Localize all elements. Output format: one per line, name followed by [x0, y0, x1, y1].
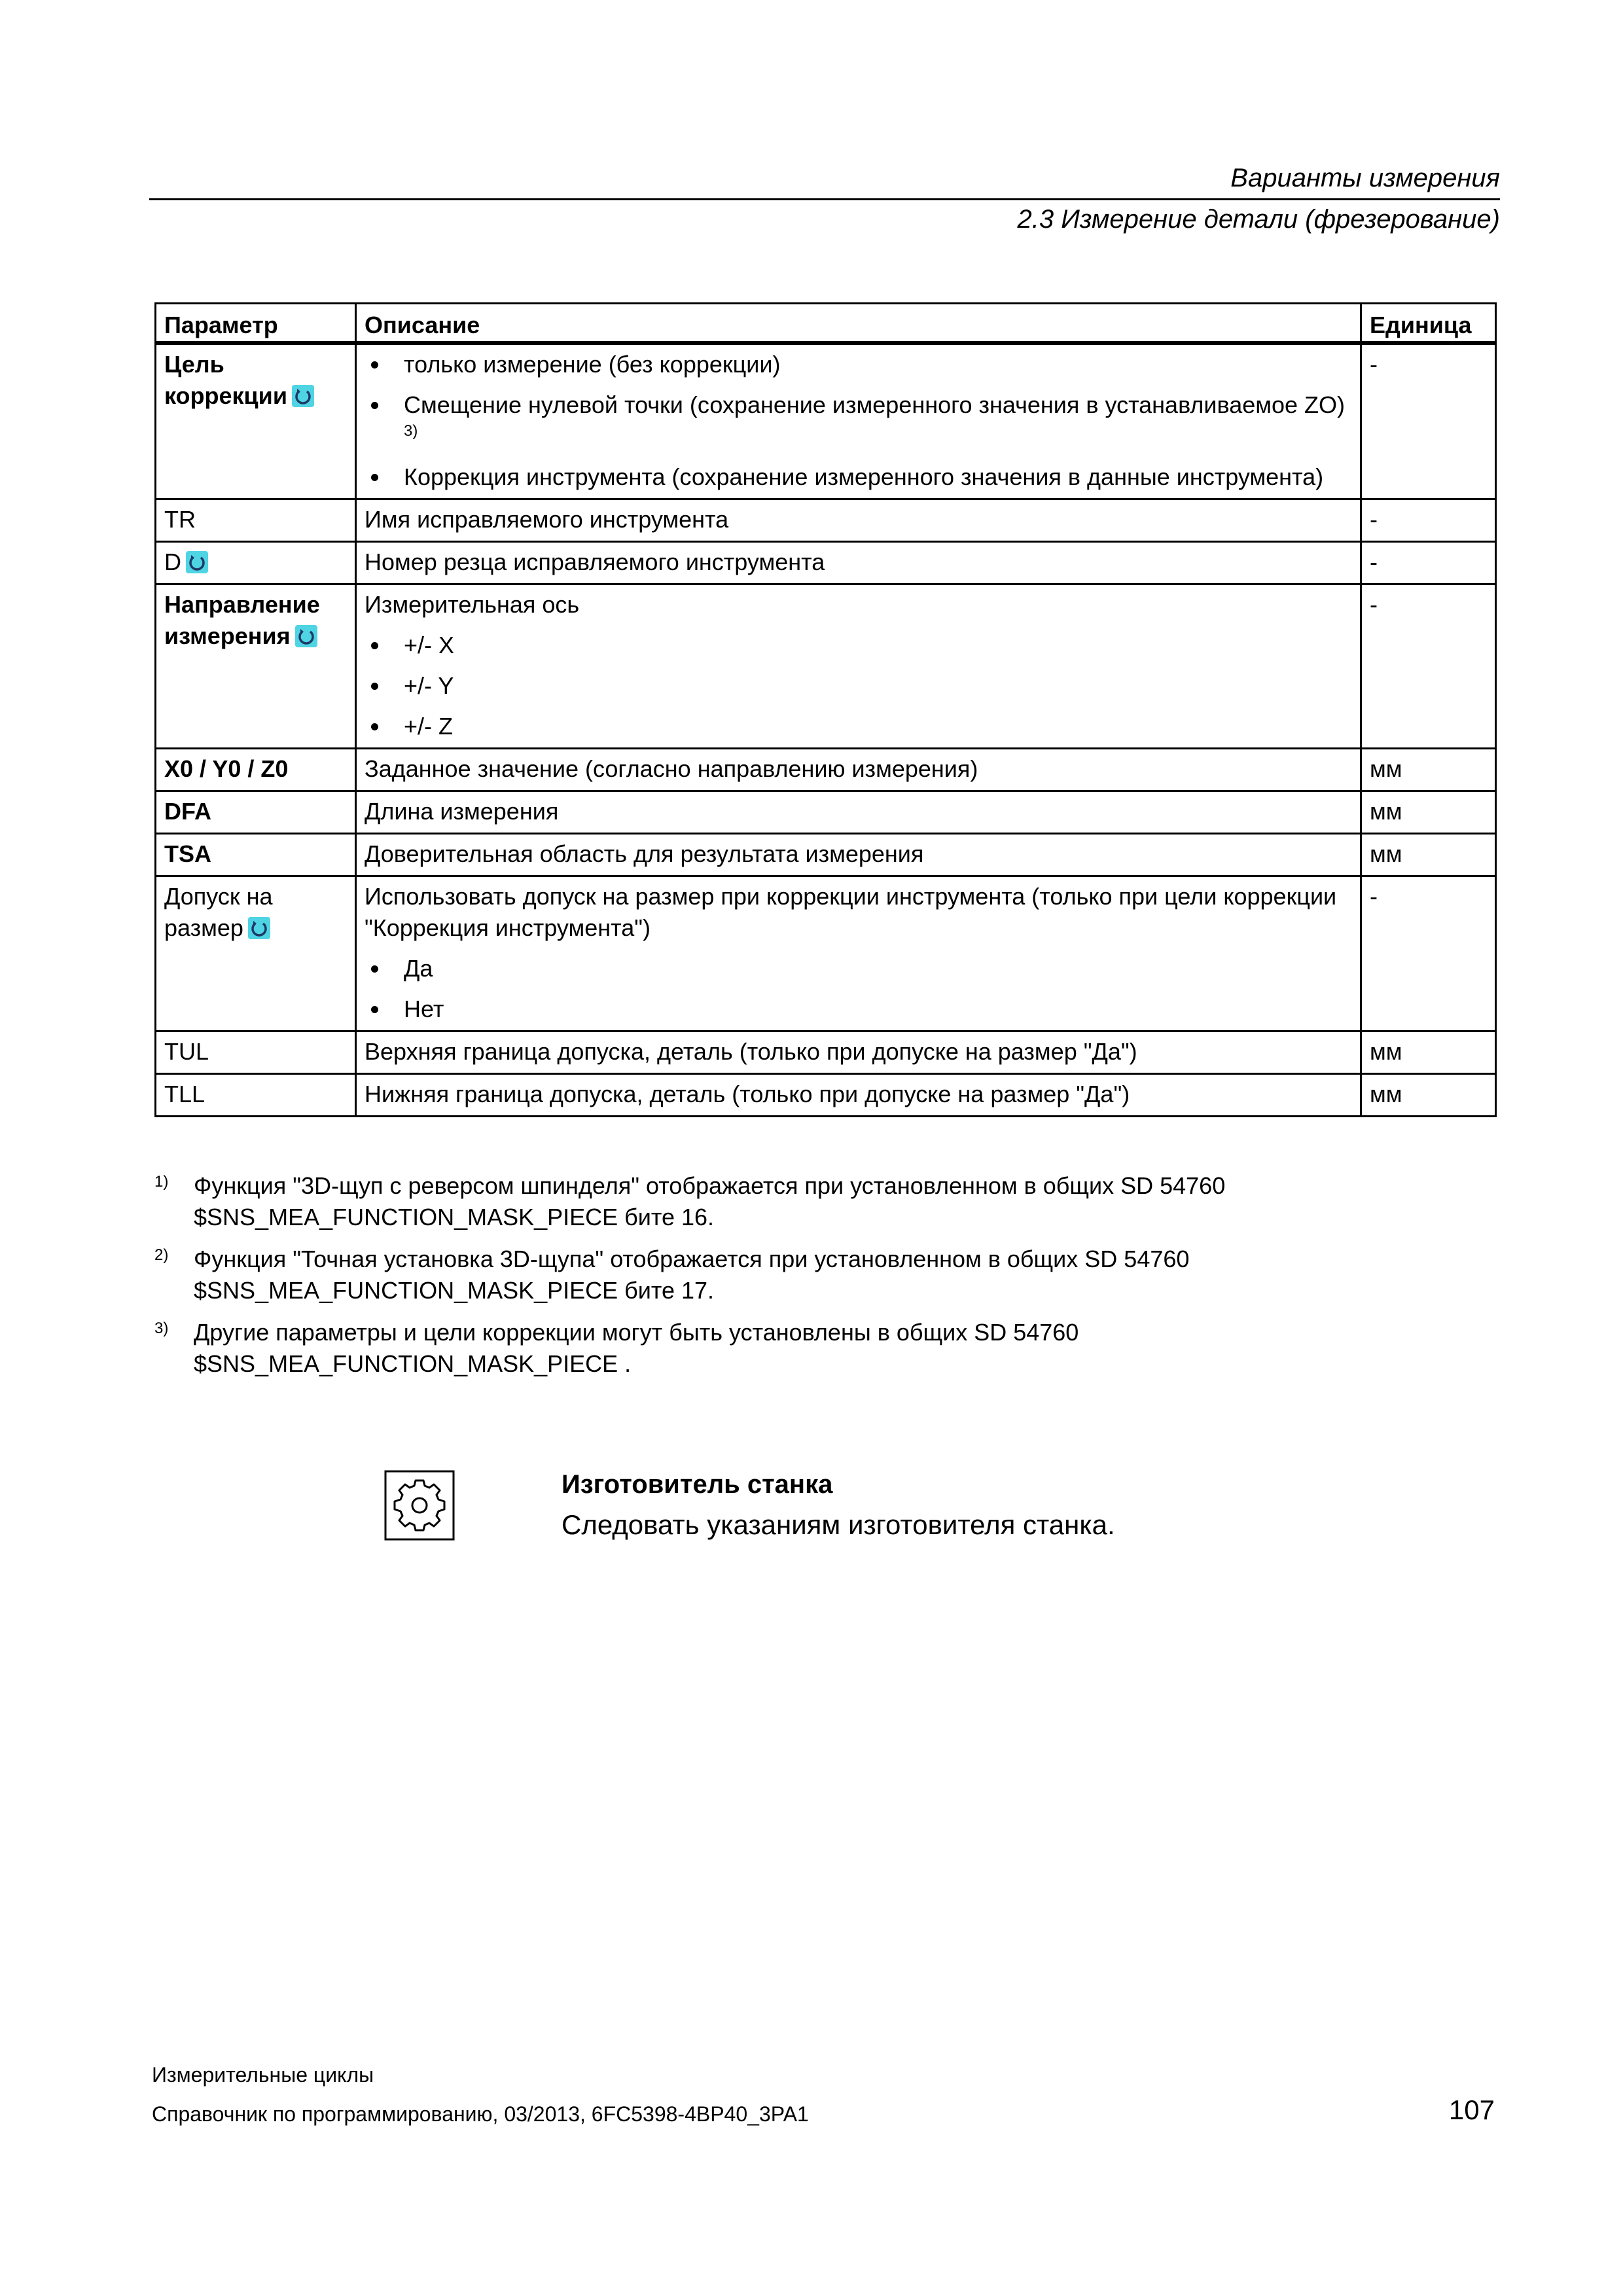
- parameter-table: [154, 302, 1497, 1117]
- footnote-mark: 1): [154, 1173, 169, 1191]
- bullet-list: [365, 953, 1352, 1025]
- parameter-cell: [156, 584, 356, 749]
- description-cell: [356, 343, 1361, 499]
- description-cell: [356, 791, 1361, 834]
- bullet-dot-icon: [371, 723, 378, 730]
- description-text: Заданное значение (согласно направлению измерения): [365, 755, 978, 782]
- footnote-text: Функция "Точная установка 3D-щупа" отображается при установленном в общих SD 54760: [194, 1246, 1190, 1272]
- footnote: [154, 1317, 1332, 1380]
- table-row: [156, 499, 1496, 542]
- description-cell: [356, 876, 1361, 1031]
- footnote-text: Функция "3D-щуп с реверсом шпинделя" отображается при установленном в общих SD 54760: [194, 1172, 1226, 1199]
- footnote: [154, 1244, 1332, 1306]
- unit-cell: мм: [1361, 834, 1496, 876]
- description-cell: [356, 1031, 1361, 1074]
- parameter-name: TSA: [164, 840, 211, 867]
- bullet-text: Коррекция инструмента (сохранение измеренного значения в данные инструмента): [404, 463, 1324, 490]
- note-title: Изготовитель станка: [562, 1470, 833, 1499]
- parameter-cell: [156, 499, 356, 542]
- table-header-row: [156, 304, 1496, 344]
- header-section: 2.3 Измерение детали (фрезерование): [1017, 205, 1500, 234]
- unit-cell: -: [1361, 584, 1496, 749]
- parameter-name: TUL: [164, 1038, 209, 1065]
- parameter-name: TR: [164, 506, 196, 533]
- unit-cell: -: [1361, 876, 1496, 1031]
- unit-cell: мм: [1361, 1031, 1496, 1074]
- bullet-text: Нет: [404, 996, 444, 1022]
- gear-icon: [384, 1470, 455, 1541]
- table-row: [156, 876, 1496, 1031]
- bullet-list: [365, 630, 1352, 742]
- bullet-item: [365, 953, 1352, 984]
- description-cell: [356, 749, 1361, 791]
- bullet-dot-icon: [371, 642, 378, 649]
- parameter-cell: [156, 1074, 356, 1117]
- table-row: [156, 542, 1496, 584]
- parameter-name: Допуск на размер: [164, 883, 273, 941]
- bullet-dot-icon: [371, 1006, 378, 1013]
- bullet-dot-icon: [371, 402, 378, 409]
- bullet-item: [365, 461, 1352, 493]
- column-header-unit: Единица: [1361, 304, 1496, 344]
- parameter-name: TLL: [164, 1081, 205, 1107]
- parameter-name: Направление измерения: [164, 591, 320, 649]
- table-row: [156, 1074, 1496, 1117]
- description-cell: [356, 584, 1361, 749]
- description-text: Номер резца исправляемого инструмента: [365, 548, 825, 575]
- footnote-text: Другие параметры и цели коррекции могут быть установлены в общих SD 54760: [194, 1319, 1079, 1346]
- toggle-icon: [185, 550, 209, 574]
- parameter-cell: [156, 834, 356, 876]
- footnote-mark: 3): [154, 1319, 169, 1337]
- parameter-cell: [156, 791, 356, 834]
- footnote: [154, 1170, 1332, 1233]
- footnote-text-2: $SNS_MEA_FUNCTION_MASK_PIECE бите 17.: [194, 1277, 715, 1304]
- table-row: [156, 584, 1496, 749]
- unit-cell: мм: [1361, 1074, 1496, 1117]
- toggle-icon: [291, 384, 315, 408]
- description-intro: Использовать допуск на размер при коррекции инструмента (только при цели коррекции "Коррекция инструмента"): [365, 883, 1337, 941]
- bullet-text: только измерение (без коррекции): [404, 351, 781, 378]
- header-chapter: Варианты измерения: [1230, 164, 1500, 192]
- table-row: [156, 791, 1496, 834]
- note-text: Следовать указаниям изготовителя станка.: [562, 1509, 1115, 1540]
- bullet-item: [365, 994, 1352, 1025]
- bullet-text: Да: [404, 955, 433, 982]
- bullet-text: Смещение нулевой точки (сохранение измеренного значения в устанавливаемое ZO): [404, 391, 1346, 418]
- header-rule: [149, 198, 1500, 200]
- toggle-icon: [294, 624, 318, 648]
- parameter-cell: [156, 749, 356, 791]
- description-cell: [356, 542, 1361, 584]
- footnote-mark: 2): [154, 1246, 169, 1264]
- column-header-description: Описание: [356, 304, 1361, 344]
- parameter-cell: [156, 876, 356, 1031]
- bullet-text: +/- Z: [404, 713, 454, 740]
- parameter-cell: [156, 542, 356, 584]
- parameter-cell: [156, 343, 356, 499]
- description-text: Имя исправляемого инструмента: [365, 506, 729, 533]
- bullet-item: [365, 630, 1352, 661]
- unit-cell: -: [1361, 542, 1496, 584]
- page-number: 107: [1448, 2094, 1495, 2125]
- bullet-dot-icon: [371, 361, 378, 368]
- footer-manual-title: Измерительные циклы: [152, 2063, 374, 2087]
- description-text: Длина измерения: [365, 798, 559, 825]
- description-intro: Измерительная ось: [365, 591, 580, 618]
- footnote-text-2: $SNS_MEA_FUNCTION_MASK_PIECE бите 16.: [194, 1204, 715, 1230]
- column-header-parameter: Параметр: [156, 304, 356, 344]
- table-body: [156, 343, 1496, 1117]
- unit-cell: мм: [1361, 791, 1496, 834]
- description-text: Нижняя граница допуска, деталь (только при допуске на размер "Да"): [365, 1081, 1130, 1107]
- unit-cell: -: [1361, 499, 1496, 542]
- table-row: [156, 343, 1496, 499]
- bullet-item: [365, 349, 1352, 380]
- footnote-reference: 3): [404, 422, 418, 440]
- description-cell: [356, 499, 1361, 542]
- bullet-list: [365, 349, 1352, 493]
- description-cell: [356, 1074, 1361, 1117]
- bullet-dot-icon: [371, 683, 378, 690]
- parameter-cell: [156, 1031, 356, 1074]
- parameter-name: D: [164, 548, 181, 575]
- table-row: [156, 749, 1496, 791]
- bullet-dot-icon: [371, 474, 378, 481]
- description-text: Доверительная область для результата измерения: [365, 840, 924, 867]
- toggle-icon: [247, 916, 271, 940]
- footnote-text-2: $SNS_MEA_FUNCTION_MASK_PIECE .: [194, 1350, 632, 1377]
- description-text: Верхняя граница допуска, деталь (только при допуске на размер "Да"): [365, 1038, 1137, 1065]
- description-cell: [356, 834, 1361, 876]
- unit-cell: -: [1361, 343, 1496, 499]
- bullet-dot-icon: [371, 965, 378, 973]
- parameter-name: Цель коррекции: [164, 351, 287, 409]
- table-row: [156, 1031, 1496, 1074]
- parameter-name: DFA: [164, 798, 211, 825]
- table-row: [156, 834, 1496, 876]
- bullet-text: +/- Y: [404, 672, 454, 699]
- bullet-text: +/- X: [404, 632, 455, 658]
- bullet-item: [365, 389, 1352, 452]
- unit-cell: мм: [1361, 749, 1496, 791]
- bullet-item: [365, 670, 1352, 702]
- footer-manual-info: Справочник по программированию, 03/2013, 6FC5398-4BP40_3PA1: [152, 2102, 809, 2126]
- bullet-item: [365, 711, 1352, 742]
- parameter-name: X0 / Y0 / Z0: [164, 755, 289, 782]
